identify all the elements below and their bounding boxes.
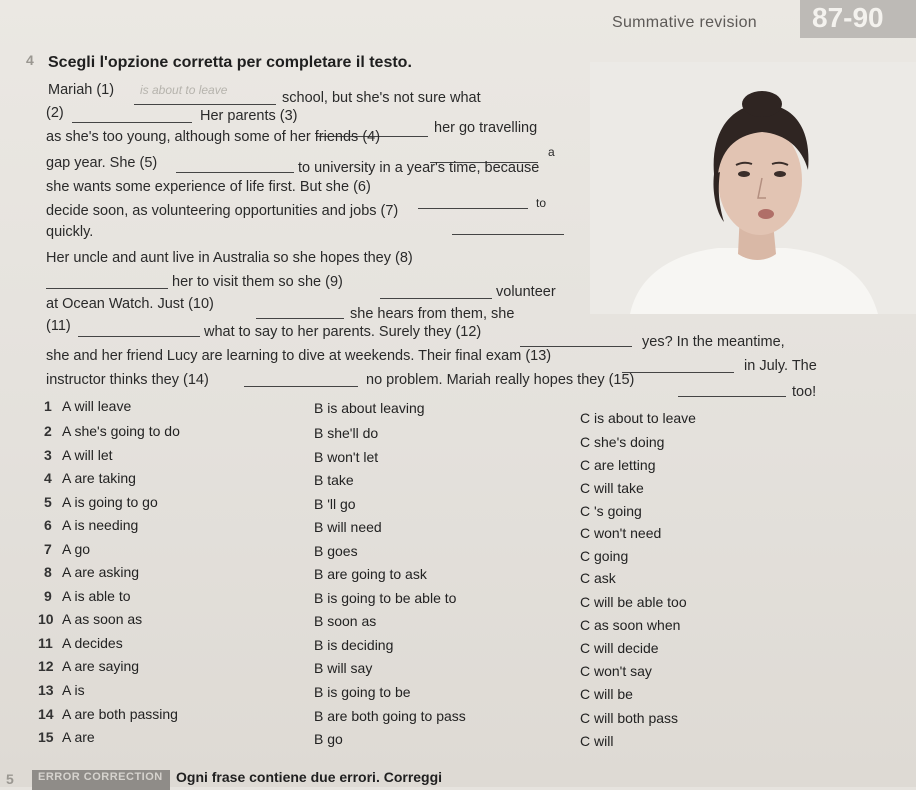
option-c: C won't say — [580, 663, 652, 679]
option-number: 5 — [44, 494, 52, 510]
option-c: C will decide — [580, 640, 659, 656]
error-correction-label: ERROR CORRECTION — [38, 771, 163, 783]
blank-9 — [380, 286, 492, 304]
text-line: decide soon, as volunteering opportunities and jobs (7) — [46, 203, 399, 219]
option-a: A are — [62, 729, 95, 745]
handwritten-answer: is about to leave — [140, 83, 228, 97]
header-title: Summative revision — [612, 14, 758, 31]
option-number: 12 — [38, 658, 54, 674]
text-line: quickly. — [46, 224, 94, 240]
text-line: she and her friend Lucy are learning to dive at weekends. Their final exam (13) — [46, 348, 552, 364]
option-number: 14 — [38, 706, 54, 722]
option-b: B are going to ask — [314, 566, 427, 582]
text-line: instructor thinks they (14) — [46, 372, 209, 388]
option-c: C she's doing — [580, 434, 665, 450]
option-b: B are both going to pass — [314, 708, 466, 724]
option-number: 1 — [44, 398, 52, 414]
text-line: no problem. Mariah really hopes they (15) — [366, 372, 635, 388]
text-line: her go travelling — [434, 120, 538, 136]
text-line: (11) — [46, 318, 71, 334]
page-numbers: 87-90 — [812, 2, 884, 33]
text-line: a — [548, 145, 555, 159]
option-a: A are asking — [62, 564, 140, 580]
option-b: B take — [314, 472, 354, 488]
option-a: A are both passing — [62, 706, 178, 722]
option-c: C will be — [580, 686, 633, 702]
option-a: A as soon as — [62, 611, 143, 627]
option-number: 9 — [44, 588, 52, 604]
option-number: 13 — [38, 682, 54, 698]
option-a: A is needing — [62, 517, 139, 533]
blank-11 — [78, 324, 200, 342]
blank-14 — [244, 374, 358, 392]
option-c: C going — [580, 548, 629, 564]
option-b: B is about leaving — [314, 400, 425, 416]
option-number: 7 — [44, 541, 52, 557]
option-a: A decides — [62, 635, 123, 651]
option-c: C will take — [580, 480, 644, 496]
option-b: B is deciding — [314, 637, 394, 653]
option-c: C won't need — [580, 525, 662, 541]
text-line: yes? In the meantime, — [642, 334, 785, 350]
text-line: Her parents (3) — [200, 108, 298, 124]
option-b: B 'll go — [314, 496, 356, 512]
text-line: as she's too young, although some of her friends (4) — [46, 129, 381, 145]
option-number: 8 — [44, 564, 52, 580]
option-a: A will leave — [62, 398, 132, 414]
exercise-instruction: Scegli l'opzione corretta per completare il testo. — [48, 54, 412, 71]
option-a: A is — [62, 682, 85, 698]
option-b: B won't let — [314, 449, 379, 465]
option-c: C will — [580, 733, 614, 749]
option-a: A are saying — [62, 658, 140, 674]
text-line: too! — [792, 384, 817, 400]
text-line: to university in a year's time, because — [298, 160, 540, 176]
text-line: Mariah (1) — [48, 82, 115, 98]
option-number: 11 — [38, 635, 53, 651]
text-line: her to visit them so she (9) — [172, 274, 343, 290]
option-b: B goes — [314, 543, 358, 559]
option-b: B is going to be able to — [314, 590, 457, 606]
exercise-number: 4 — [26, 52, 34, 68]
blank-7 — [452, 222, 564, 240]
option-number: 10 — [38, 611, 54, 627]
error-correction-instruction: Ogni frase contiene due errori. Correggi — [176, 769, 443, 785]
text-line: at Ocean Watch. Just (10) — [46, 296, 214, 312]
option-c: C are letting — [580, 457, 656, 473]
blank-13 — [622, 360, 734, 378]
blank-8 — [46, 276, 168, 294]
option-number: 2 — [44, 423, 52, 439]
text-line: (2) — [46, 105, 64, 121]
option-c: C will be able too — [580, 594, 687, 610]
option-b: B will say — [314, 660, 373, 676]
girl-photo — [590, 62, 916, 314]
option-c: C as soon when — [580, 617, 681, 633]
option-a: A will let — [62, 447, 113, 463]
option-c: C will both pass — [580, 710, 679, 726]
option-number: 6 — [44, 517, 52, 533]
option-b: B soon as — [314, 613, 377, 629]
blank-2 — [72, 110, 192, 128]
blank-5 — [176, 160, 294, 178]
option-a: A is able to — [62, 588, 131, 604]
text-line: what to say to her parents. Surely they (12) — [204, 324, 482, 340]
blank-15 — [678, 384, 786, 402]
text-line: to — [536, 196, 547, 210]
option-a: A are taking — [62, 470, 136, 486]
option-a: A she's going to do — [62, 423, 180, 439]
text-line: she wants some experience of life first. But she (6) — [46, 179, 371, 195]
option-b: B is going to be — [314, 684, 411, 700]
blank-10 — [256, 306, 344, 324]
option-a: A go — [62, 541, 91, 557]
option-c: C ask — [580, 570, 616, 586]
option-b: B will need — [314, 519, 382, 535]
next-exercise-number: 5 — [6, 771, 14, 787]
text-line: in July. The — [744, 358, 817, 374]
text-line: volunteer — [496, 284, 556, 300]
text-line: Her uncle and aunt live in Australia so she hopes they (8) — [46, 250, 413, 266]
option-c: C 's going — [580, 503, 642, 519]
text-line: school, but she's not sure what — [282, 90, 481, 106]
option-number: 4 — [44, 470, 52, 486]
text-line: she hears from them, she — [350, 306, 515, 322]
text-line: gap year. She (5) — [46, 155, 158, 171]
option-number: 15 — [38, 729, 54, 745]
blank-6 — [418, 196, 528, 214]
option-number: 3 — [44, 447, 52, 463]
option-b: B she'll do — [314, 425, 379, 441]
option-b: B go — [314, 731, 343, 747]
option-a: A is going to go — [62, 494, 158, 510]
option-c: C is about to leave — [580, 410, 696, 426]
